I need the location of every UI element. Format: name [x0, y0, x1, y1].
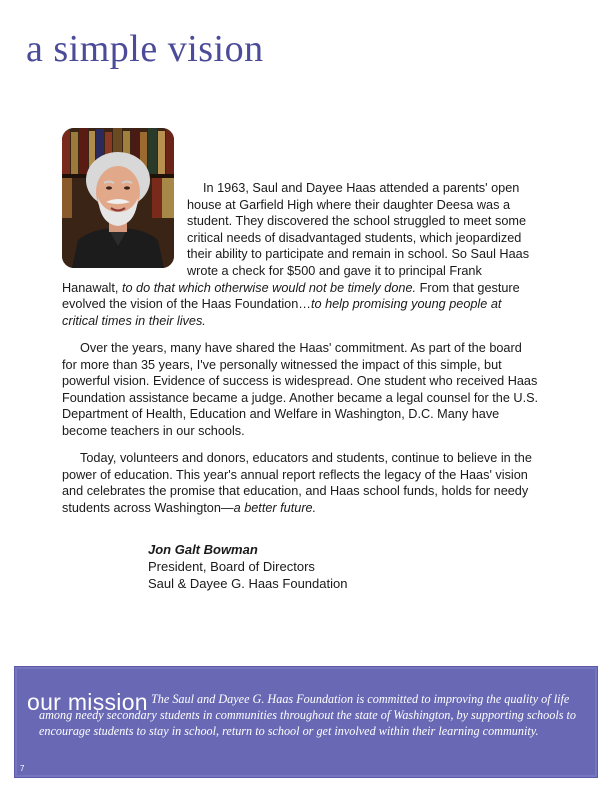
paragraph-3-text: Today, volunteers and donors, educators and students, continue to believe in the power of education. This year's annual report reflects the legacy of the Haas' vision and celebrates the promise that education, and Haas school funds, holds for needy students across Washington— [62, 451, 532, 515]
mission-text-block [39, 691, 587, 739]
signature-org: Saul & Dayee G. Haas Foundation [148, 576, 348, 591]
letter-paragraph-2 [62, 340, 540, 440]
signature-role: President, Board of Directors [148, 559, 315, 574]
paragraph-1-text-cont: From that gesture evolved the vision of the Haas Foundation… [62, 280, 520, 312]
letter-paragraph-1 [62, 180, 540, 329]
mission-box [14, 666, 598, 778]
paragraph-2-text: Over the years, many have shared the Haas' commitment. As part of the board for more than 35 years, I've personally witnessed the impact of this simple, but powerful vision. Evidence of success is widespread. One student who received Haas Foundation assistance became a judge. Another became a legal counsel for the U.S. Department of Health, Education and Welfare in Washington, D.C. Many have become teachers in our schools. [62, 341, 539, 438]
mission-statement: The Saul and Dayee G. Haas Foundation is committed to improving the quality of life among needy secondary students in communities throughout the state of Washington, by supporting schools to encourage students to stay in school, return to school or get involved within their learning community. [39, 692, 576, 738]
letter-paragraph-3 [62, 450, 540, 516]
paragraph-3-future: a better future. [233, 500, 317, 515]
page-number: 7 [20, 764, 25, 773]
signature-name: Jon Galt Bowman [148, 542, 258, 557]
paragraph-1-quote: to do that which otherwise would not be timely done. [121, 280, 417, 295]
signature-block [148, 541, 347, 592]
page-title: a simple vision [26, 28, 264, 70]
mission-heading: our mission [27, 689, 148, 715]
paragraph-1-text: In 1963, Saul and Dayee Haas attended a parents' open house at Garfield High where their daughter Deesa was a student. They discovered the school struggled to meet some critical needs of disadvantaged students, which jeopardized their ability to participate and remain in school. So Saul Haas wrote a check for $500 and gave it to principal Frank Hanawalt, [62, 181, 530, 295]
paragraph-1-vision: to help promising young people at critical times in their lives. [62, 297, 502, 328]
